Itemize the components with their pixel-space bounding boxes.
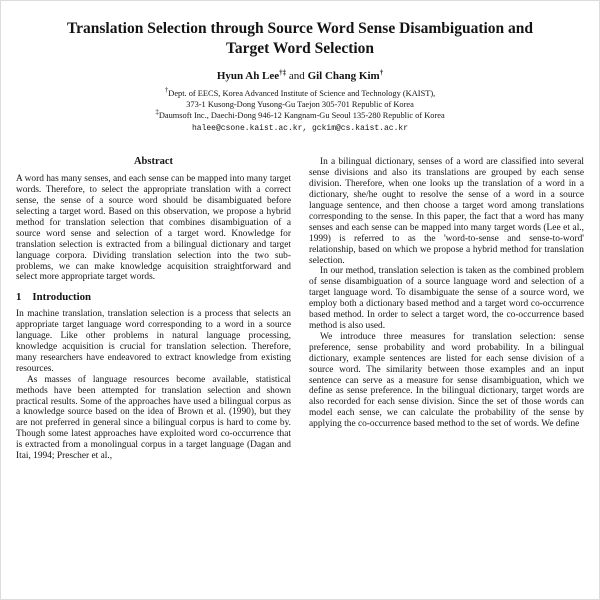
author-name-text: Hyun Ah Lee — [216, 70, 280, 82]
affiliation-line — [16, 86, 584, 100]
author-affil-mark: †‡ — [279, 68, 287, 77]
intro-paragraph: As masses of language resources become available, statistical methods have been attempted for translation selection and shown practical results. Some of the approaches have used a bilingual corpus as a knowledge source based on the idea of Brown et al. (1990), but they are not preferred in general since a bilingual corpus is hard to come by. Though some latest approaches have exploited word co-occurrence that is extracted from a monolingual corpus in a target language (Dagan and Itai, 1994; Prescher et al., — [16, 374, 291, 462]
paper-header — [16, 19, 584, 133]
affiliation-mark: ‡ — [155, 107, 159, 116]
intro-paragraph: In machine translation, translation selection is a process that selects an appropriate target language word corresponding to a word in a source language. Like other problems in natural language processing, knowledge acquisition is crucial for translation selection. Therefore, many researchers have endeavored to extract knowledge from existing resources. — [16, 309, 291, 374]
section-heading-introduction — [16, 292, 291, 303]
section-title: Introduction — [32, 291, 92, 304]
abstract-text: A word has many senses, and each sense can be mapped into many target words. Therefore, to select the appropriate translation with a correct sense, the sense of a source word should be disambiguated before selecting a target word. Based on this observation, we propose a hybrid method for translation selection that combines disambiguation of a source word sense and selection of a target word. Knowledge for translation selection is extracted from a bilingual dictionary and target language corpora. Dividing translation selection into the two sub-problems, we can make knowledge acquisition straightforward and select more appropriate target words. — [16, 174, 291, 283]
affiliation-text: 373-1 Kusong-Dong Yusong-Gu Taejon 305-701 Republic of Korea — [186, 99, 414, 109]
affiliation-mark: † — [164, 86, 169, 95]
author-name-kim — [308, 70, 384, 82]
affiliation-text: Daumsoft Inc., Daechi-Dong 946-12 Kangnam-Gu Seoul 135-280 Republic of Korea — [158, 110, 445, 120]
paper-title: Translation Selection through Source Word Sense Disambiguation and Target Word Selection — [66, 20, 534, 57]
author-line — [16, 70, 584, 82]
abstract-heading: Abstract — [133, 156, 174, 168]
right-column — [309, 157, 584, 462]
affiliation-block — [16, 86, 584, 121]
author-affil-mark: † — [379, 68, 384, 77]
body-paragraph: In our method, translation selection is taken as the combined problem of sense disambiguation of a source language word and selection of a target language word. To disambiguate the sense of a source word, we employ both a dictionary based method and a target word co-occurrence based method. In order to select a target word, the co-occurrence based method is also used. — [309, 266, 584, 331]
section-number: 1 — [16, 291, 22, 304]
authors-connector: and — [288, 70, 305, 82]
body-paragraph: In a bilingual dictionary, senses of a word are classified into several sense divisions and also its translations are grouped by each sense division. Therefore, when one looks up the translation of a word in a dictionary, she/he ought to resolve the sense of a word in a source language sentence, and then choose a target word among translations corresponding to the sense. In this paper, the fact that a word has many senses and each sense can be mapped into many target words (Lee et al., 1999) is referred to as the 'word-to-sense and sense-to-word' relationship, based on which we propose a hybrid method for translation selection. — [309, 157, 584, 266]
body-paragraph: We introduce three measures for translation selection: sense preference, sense probability and word probability. In a bilingual dictionary, example sentences are listed for each sense division of a source word. The similarity between those examples and an input sentence can serve as a measure for sense disambiguation, which we define as sense preference. In the bilingual dictionary, target words are also recorded for each sense division. Since the set of those words can model each sense, we can calculate the probability of the sense by applying the co-occurrence based method to the set of words. We define — [309, 331, 584, 430]
left-column — [16, 157, 291, 462]
author-name-lee — [217, 70, 286, 82]
author-emails: halee@csone.kaist.ac.kr, gckim@cs.kaist.ac.kr — [191, 124, 409, 134]
affiliation-text: Dept. of EECS, Korea Advanced Institute of Science and Technology (KAIST), — [168, 89, 436, 98]
two-column-body — [16, 157, 584, 462]
author-name-text: Gil Chang Kim — [307, 70, 380, 82]
affiliation-line — [16, 100, 584, 111]
affiliation-line — [16, 107, 584, 122]
